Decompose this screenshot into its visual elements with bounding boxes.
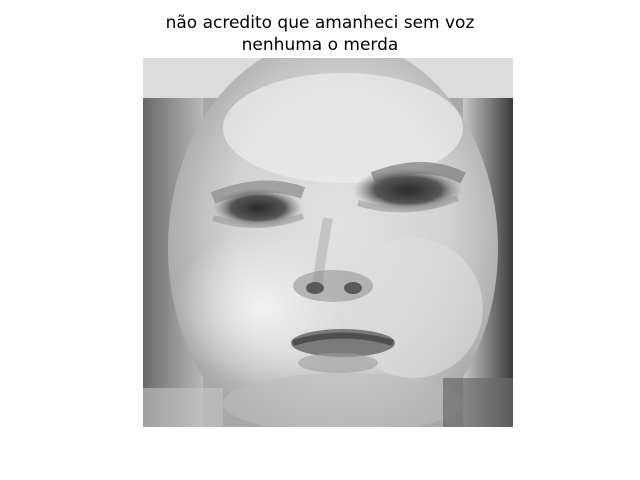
- face-image: [143, 58, 513, 427]
- caption: [0, 12, 640, 56]
- caption-line-2: nenhuma o merda: [241, 35, 399, 55]
- caption-line-1: não acredito que amanheci sem voz: [165, 13, 475, 33]
- face-photo: [143, 58, 513, 427]
